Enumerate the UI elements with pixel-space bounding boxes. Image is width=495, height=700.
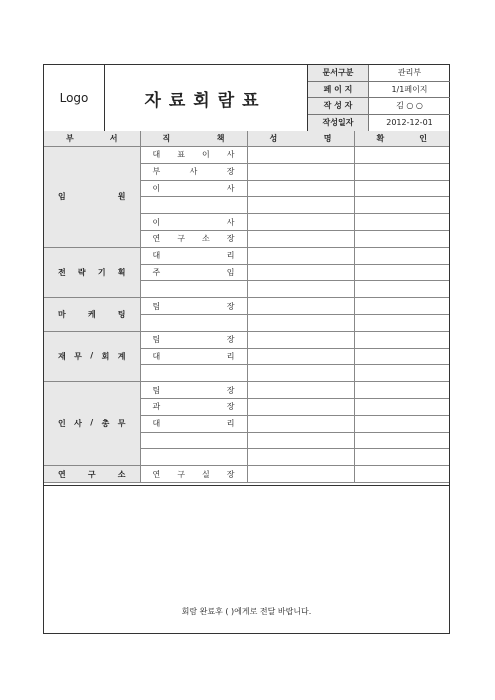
remarks-area[interactable] — [44, 485, 449, 634]
info-row-page — [308, 82, 450, 99]
position-cell — [140, 197, 247, 214]
logo: Logo — [44, 65, 105, 131]
info-value: 2012-12-01 — [386, 118, 433, 128]
table-row — [44, 298, 449, 315]
name-cell[interactable] — [247, 147, 354, 164]
confirm-cell[interactable] — [354, 247, 449, 264]
position-cell — [140, 365, 247, 382]
form-title: 자료회람표 — [144, 90, 267, 111]
position-cell: 팀 장 — [140, 382, 247, 399]
info-row-type — [308, 65, 450, 82]
info-key: 문서구분 — [308, 65, 369, 81]
name-cell[interactable] — [247, 163, 354, 180]
confirm-cell[interactable] — [354, 281, 449, 298]
position-cell — [140, 281, 247, 298]
position-cell: 연 구 소 장 — [140, 230, 247, 247]
confirm-cell[interactable] — [354, 398, 449, 415]
name-cell[interactable] — [247, 180, 354, 197]
position-cell: 부 사 장 — [140, 163, 247, 180]
position-cell: 대 리 — [140, 415, 247, 432]
forward-note: 회람 완료후 ( )에게로 전달 바랍니다. — [181, 607, 312, 616]
circulation-table — [44, 131, 449, 483]
position-cell: 대 리 — [140, 348, 247, 365]
confirm-cell[interactable] — [354, 348, 449, 365]
name-cell[interactable] — [247, 331, 354, 348]
name-cell[interactable] — [247, 230, 354, 247]
info-key: 작성일자 — [308, 115, 369, 132]
name-cell[interactable] — [247, 281, 354, 298]
confirm-cell[interactable] — [354, 214, 449, 231]
name-cell[interactable] — [247, 449, 354, 466]
table-row — [44, 466, 449, 483]
table-row — [44, 247, 449, 264]
name-cell[interactable] — [247, 432, 354, 449]
confirm-cell[interactable] — [354, 415, 449, 432]
name-cell[interactable] — [247, 264, 354, 281]
info-value: 1/1페이지 — [391, 84, 428, 94]
department-cell: 마 케 팅 — [44, 298, 140, 332]
position-cell: 과 장 — [140, 398, 247, 415]
document-info — [307, 65, 450, 131]
table-row — [44, 147, 449, 164]
info-row-author — [308, 98, 450, 115]
confirm-cell[interactable] — [354, 466, 449, 483]
position-cell — [140, 314, 247, 331]
confirm-cell[interactable] — [354, 230, 449, 247]
name-cell[interactable] — [247, 247, 354, 264]
table-row — [44, 382, 449, 399]
confirm-cell[interactable] — [354, 180, 449, 197]
table-header-row — [44, 131, 449, 147]
confirm-cell[interactable] — [354, 197, 449, 214]
column-header-position: 직 책 — [140, 131, 247, 147]
name-cell[interactable] — [247, 298, 354, 315]
info-value: 관리부 — [397, 68, 422, 78]
name-cell[interactable] — [247, 214, 354, 231]
position-cell — [140, 449, 247, 466]
position-cell: 연 구 실 장 — [140, 466, 247, 483]
position-cell: 이 사 — [140, 180, 247, 197]
position-cell: 대 리 — [140, 247, 247, 264]
name-cell[interactable] — [247, 415, 354, 432]
department-cell: 연 구 소 — [44, 466, 140, 483]
name-cell[interactable] — [247, 382, 354, 399]
name-cell[interactable] — [247, 197, 354, 214]
name-cell[interactable] — [247, 314, 354, 331]
position-cell — [140, 432, 247, 449]
table-row — [44, 331, 449, 348]
info-key: 작 성 자 — [308, 98, 369, 114]
confirm-cell[interactable] — [354, 298, 449, 315]
circulation-form — [43, 64, 450, 634]
position-cell: 주 임 — [140, 264, 247, 281]
confirm-cell[interactable] — [354, 314, 449, 331]
info-row-date — [308, 115, 450, 132]
column-header-confirm: 확 인 — [354, 131, 449, 147]
position-cell: 팀 장 — [140, 331, 247, 348]
form-header — [44, 65, 449, 132]
name-cell[interactable] — [247, 466, 354, 483]
confirm-cell[interactable] — [354, 449, 449, 466]
name-cell[interactable] — [247, 348, 354, 365]
column-header-department: 부 서 — [44, 131, 140, 147]
confirm-cell[interactable] — [354, 365, 449, 382]
name-cell[interactable] — [247, 365, 354, 382]
confirm-cell[interactable] — [354, 264, 449, 281]
department-cell: 인 사 / 총 무 — [44, 382, 140, 466]
confirm-cell[interactable] — [354, 163, 449, 180]
position-cell: 팀 장 — [140, 298, 247, 315]
column-header-name: 성 명 — [247, 131, 354, 147]
confirm-cell[interactable] — [354, 432, 449, 449]
confirm-cell[interactable] — [354, 382, 449, 399]
department-cell: 임 원 — [44, 147, 140, 248]
info-key: 페 이 지 — [308, 82, 369, 98]
name-cell[interactable] — [247, 398, 354, 415]
confirm-cell[interactable] — [354, 147, 449, 164]
department-cell: 재 무 / 회 계 — [44, 331, 140, 381]
position-cell: 대 표 이 사 — [140, 147, 247, 164]
position-cell: 이 사 — [140, 214, 247, 231]
department-cell: 전 략 기 획 — [44, 247, 140, 297]
info-value: 김 ○ ○ — [396, 101, 423, 111]
confirm-cell[interactable] — [354, 331, 449, 348]
